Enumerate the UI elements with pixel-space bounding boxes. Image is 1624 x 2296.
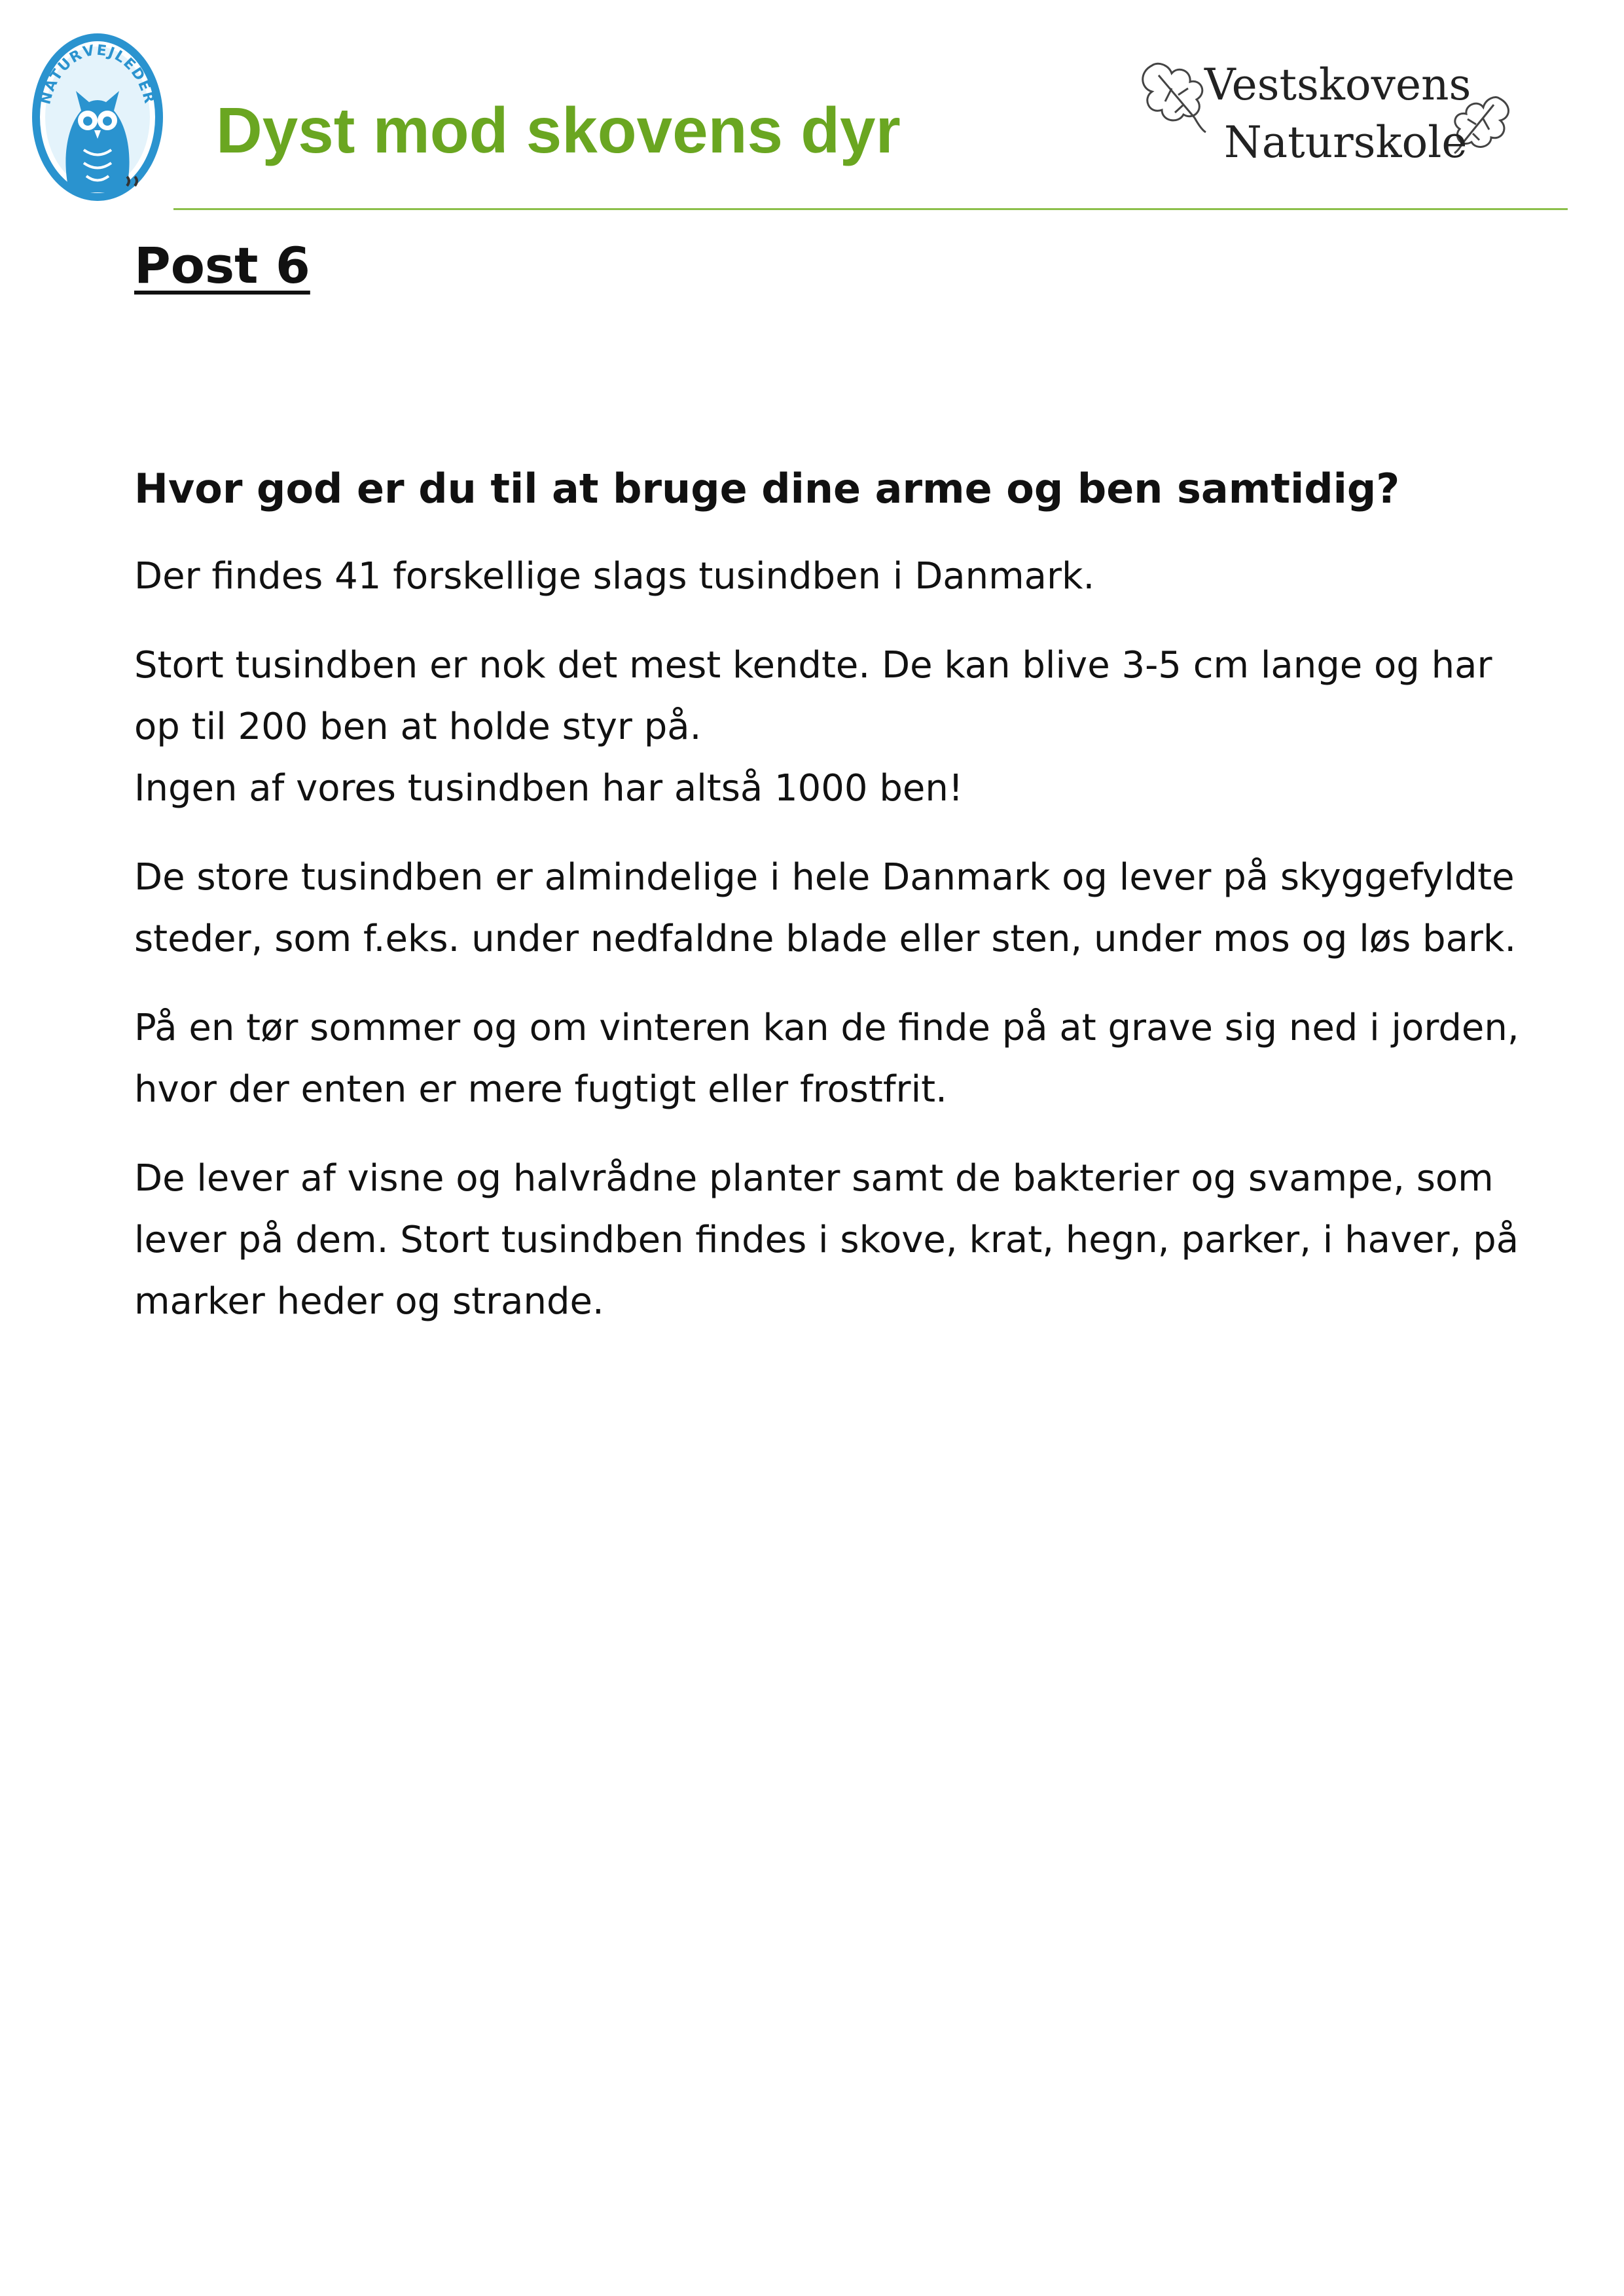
paragraph-seasons xyxy=(134,997,1535,1121)
text-line: marker heder og strande. xyxy=(134,1280,604,1323)
header-divider xyxy=(173,208,1568,210)
text-line: De store tusindben er almindelige i hele Danmark og lever på skyggefyldte xyxy=(134,856,1515,899)
naturvejleder-badge xyxy=(29,29,166,206)
text-line: På en tør sommer og om vinteren kan de finde på at grave sig ned i jorden, xyxy=(134,1007,1519,1049)
school-name-line1: Vestskovens xyxy=(1204,60,1471,110)
owl-badge-icon xyxy=(29,29,166,206)
school-name-line2: Naturskole xyxy=(1224,117,1468,168)
text-line: Ingen af vores tusindben har altså 1000 ben! xyxy=(134,767,964,810)
worksheet-body xyxy=(134,458,1535,1360)
paragraph-diet-and-locations xyxy=(134,1148,1535,1333)
text-line: hvor der enten er mere fugtigt eller frostfrit. xyxy=(134,1068,947,1111)
paragraph-species-count xyxy=(134,546,1535,607)
text-line: lever på dem. Stort tusindben findes i skove, krat, hegn, parker, i haver, på xyxy=(134,1219,1519,1261)
oak-leaf-icon xyxy=(1143,63,1206,132)
text-line: Stort tusindben er nok det mest kendte. De kan blive 3-5 cm lange og har xyxy=(134,644,1492,687)
page-title: Dyst mod skovens dyr xyxy=(216,94,901,166)
text-line: steder, som f.eks. under nedfaldne blade eller sten, under mos og løs bark. xyxy=(134,918,1517,960)
paragraph-size-and-legs xyxy=(134,635,1535,819)
badge-label: NATURVEJLEDER xyxy=(37,42,158,107)
post-heading: Post 6 xyxy=(134,236,310,295)
text-line: De lever af visne og halvrådne planter samt de bakterier og svampe, som xyxy=(134,1157,1494,1200)
vestskovens-naturskole-logo xyxy=(1132,52,1525,177)
paragraph-habitat xyxy=(134,847,1535,970)
text-line: op til 200 ben at holde styr på. xyxy=(134,706,702,748)
question-heading: Hvor god er du til at bruge dine arme og ben samtidig? xyxy=(134,465,1400,512)
text-line: Der findes 41 forskellige slags tusindben i Danmark. xyxy=(134,555,1095,598)
